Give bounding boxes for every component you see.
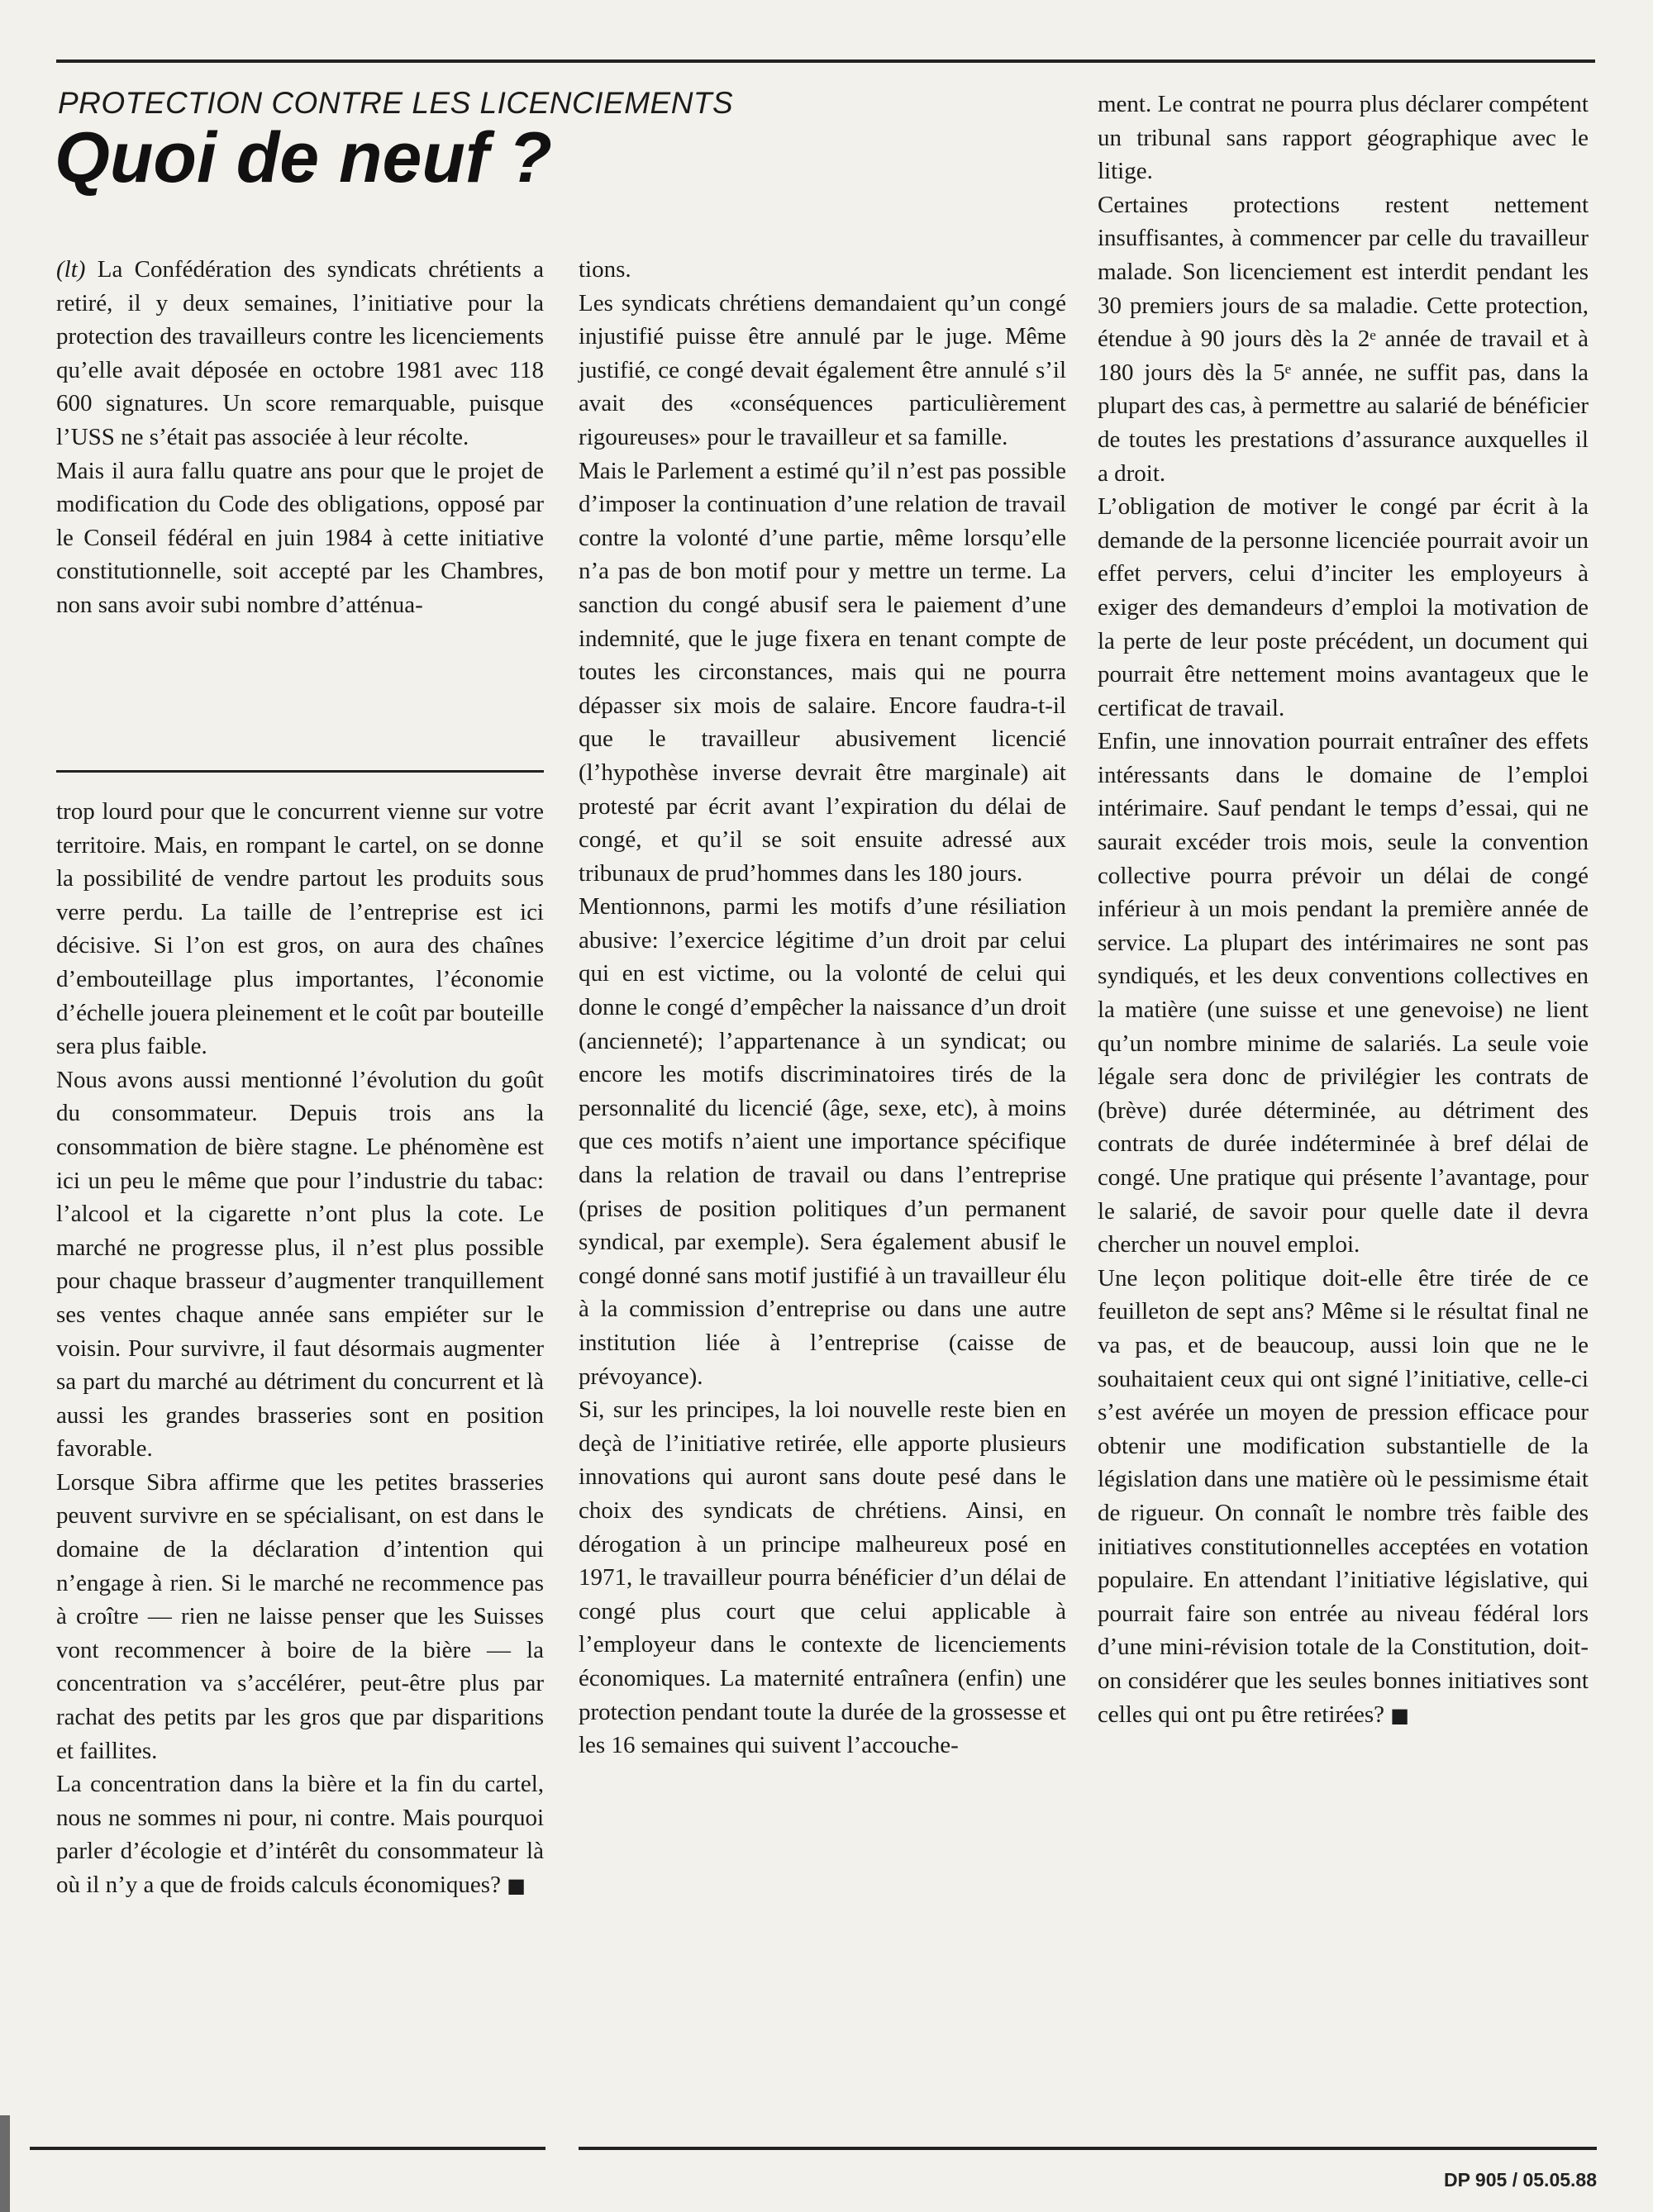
paragraph: Enfin, une innovation pourrait entraîner des effets intéressants dans le domaine de l’emploi intérimaire. Sauf pendant le temps d’essai, qui ne saurait excéder trois mois, seule la convention collective pourra prévoir un délai de congé inférieur à un mois pendant la première année de service. La plupart des intérimaires ne sont pas syndiqués, et les deux conventions collectives en la matière (une suisse et une genevoise) ne lient qu’un nombre minime de salariés. La seule voie légale sera donc de privilégier les contrats de (brève) durée déterminée, au détriment des contrats de durée indéterminée à bref délai de congé. Une pratique qui présente l’avantage, pour le salarié, de savoir pour quelle date il devra chercher un nouvel emploi. — [1098, 728, 1589, 1258]
paragraph-text: Une leçon politique doit-elle être tirée de ce feuilleton de sept ans? Même si le résultat final ne va pas, et de beaucoup, aussi loin que ne le souhaitaient ceux qui ont signé l’initiative, celle-ci s’est avérée un moyen de pression efficace pour obtenir une modification substantielle de la législation dans une matière où le pessimisme était de rigueur. On connaît le nombre très faible des initiatives constitutionnelles acceptées en votation populaire. En attendant l’initiative législative, qui pourrait faire son entrée au niveau fédéral lors d’une mini-révision totale de la Constitution, doit-on considérer que les seules bonnes initiatives sont celles qui ont pu être retirées? — [1098, 1264, 1589, 1728]
paragraph: Mais le Parlement a estimé qu’il n’est pas possible d’imposer la continuation d’une relation de travail contre la volonté d’une partie, même lorsqu’elle n’a pas de bon motif pour y mettre un terme. La sanction du congé abusif sera le paiement d’une indemnité, que le juge fixera en tenant compte de toutes les circonstances, mais qui ne pourra dépasser six mois de salaire. Encore faudra-t-il que le travailleur abusivement licencié (l’hypothèse inverse devrait être marginale) ait protesté par écrit avant l’expiration du délai de congé, et qu’il se soit ensuite adressé aux tribunaux de prud’hommes dans les 180 jours. — [579, 457, 1066, 887]
column-divider-rule — [56, 770, 544, 773]
bottom-rule-left — [30, 2147, 545, 2150]
article-column-1 — [56, 253, 544, 732]
paragraph: Les syndicats chrétiens demandaient qu’un congé injustifié puisse être annulé par le juge. Même justifié, ce congé devait également être annulé s’il avait des «conséquences particulièrement rigoureuses» pour le travailleur et sa famille. — [579, 289, 1066, 450]
article-kicker: PROTECTION CONTRE LES LICENCIEMENTS — [58, 86, 734, 120]
paragraph — [56, 253, 544, 454]
previous-article-end-column — [56, 795, 544, 2134]
paragraph-text: La concentration dans la bière et la fin du cartel, nous ne sommes ni pour, ni contre. Mais pourquoi parler d’écologie et d’intérêt du consommateur là où il n’y a que de froids calculs économiques? — [56, 1771, 544, 1898]
article-headline: Quoi de neuf ? — [55, 118, 552, 197]
end-mark-icon: ■ — [1390, 1703, 1409, 1727]
paragraph: ment. Le contrat ne pourra plus déclarer compétent un tribunal sans rapport géographique avec le litige. — [1098, 91, 1589, 185]
paragraph: Mais il aura fallu quatre ans pour que le projet de modification du Code des obligations, opposé par le Conseil fédéral en juin 1984 à cette initiative constitutionnelle, soit accepté par les Chambres, non sans avoir subi nombre d’atténua- — [56, 457, 544, 618]
top-rule — [56, 59, 1595, 63]
paragraph: Mentionnons, parmi les motifs d’une résiliation abusive: l’exercice légitime d’un droit par celui qui en est victime, ou la volonté de celui qui donne le congé d’empêcher la naissance d’un droit (ancienneté); l’appartenance à un syndicat; ou encore les motifs discriminatoires tirés de la personnalité du licencié (âge, sexe, etc), à moins que ces motifs n’aient une importance spécifique dans la relation de travail ou dans l’entreprise (prises de position politiques d’un permanent syndical, par exemple). Sera également abusif le congé donné sans motif justifié à un travailleur élu à la commission d’entreprise ou dans une autre institution liée à l’entreprise (caisse de prévoyance). — [579, 893, 1066, 1390]
paragraph: L’obligation de motiver le congé par écrit à la demande de la personne licenciée pourrait avoir un effet pervers, celui d’inciter les employeurs à exiger des demandeurs d’emploi la motivation de la perte de leur poste précédent, un document qui pourrait être nettement moins avantageux que le certificat de travail. — [1098, 493, 1589, 721]
bottom-rule-right — [579, 2147, 1597, 2150]
paragraph: Certaines protections restent nettement insuffisantes, à commencer par celle du travailleur malade. Son licenciement est interdit pendant les 30 premiers jours de sa maladie. Cette protection, étendue à 90 jours dès la 2ᵉ année de travail et à 180 jours dès la 5ᵉ année, ne suffit pas, dans la plupart des cas, à permettre au salarié de bénéficier de toutes les prestations d’assurance auxquelles il a droit. — [1098, 191, 1589, 487]
scan-edge-shadow — [0, 2115, 10, 2212]
article-column-2 — [579, 253, 1066, 2137]
paragraph: trop lourd pour que le concurrent vienne sur votre territoire. Mais, en rompant le cartel, on se donne la possibilité de vendre partout les produits sous verre perdu. La taille de l’entreprise est ici décisive. Si l’on est gros, on aura des chaînes d’embouteillage plus importantes, l’économie d’échelle jouera pleinement et le coût par bouteille sera plus faible. — [56, 798, 544, 1060]
paragraph: tions. — [579, 256, 631, 283]
paragraph: Si, sur les principes, la loi nouvelle reste bien en deçà de l’initiative retirée, elle apporte plusieurs innovations qui auront sans doute pesé dans le choix des syndicats de chrétiens. Ainsi, en dérogation à un principe malheureux posé en 1971, le travailleur pourra bénéficier d’un délai de congé plus court que celui applicable à l’employeur dans le contexte de licenciements économiques. La maternité entraînera (enfin) une protection pendant toute la durée de la grossesse et les 16 semaines qui suivent l’accouche- — [579, 1396, 1066, 1759]
article-column-3 — [1098, 88, 1589, 2137]
paragraph — [1098, 1262, 1589, 1732]
paragraph: Lorsque Sibra affirme que les petites brasseries peuvent survivre en se spécialisant, on est dans le domaine de la déclaration d’intention qui n’engage à rien. Si le marché ne recommence pas à croître — rien ne laisse penser que les Suisses vont recommencer à boire de la bière — la concentration va s’accélérer, peut-être plus par rachat des petits par les gros que par disparitions et faillites. — [56, 1468, 544, 1764]
paragraph: Nous avons aussi mentionné l’évolution du goût du consommateur. Depuis trois ans la consommation de bière stagne. Le phénomène est ici un peu le même que pour l’industrie du tabac: l’alcool et la cigarette n’ont plus la cote. Le marché ne progresse plus, il n’est plus possible pour chaque brasseur d’augmenter tranquillement ses ventes chaque année sans empiéter sur le voisin. Pour survivre, il faut désormais augmenter sa part du marché au détriment du concurrent et là aussi les grandes brasseries sont en position favorable. — [56, 1066, 544, 1463]
end-mark-icon: ■ — [507, 1874, 526, 1897]
paragraph — [56, 1767, 544, 1902]
page-folio: DP 905 / 05.05.88 — [1444, 2169, 1597, 2191]
paragraph-text: La Confédération des syndicats chrétients a retiré, il y deux semaines, l’initiative pour la protection des travailleurs contre les licenciements qu’elle avait déposée en octobre 1981 avec 118 600 signatures. Un score remarquable, puisque l’USS ne s’était pas associée à leur récolte. — [56, 256, 544, 450]
author-initials: (lt) — [56, 256, 86, 283]
